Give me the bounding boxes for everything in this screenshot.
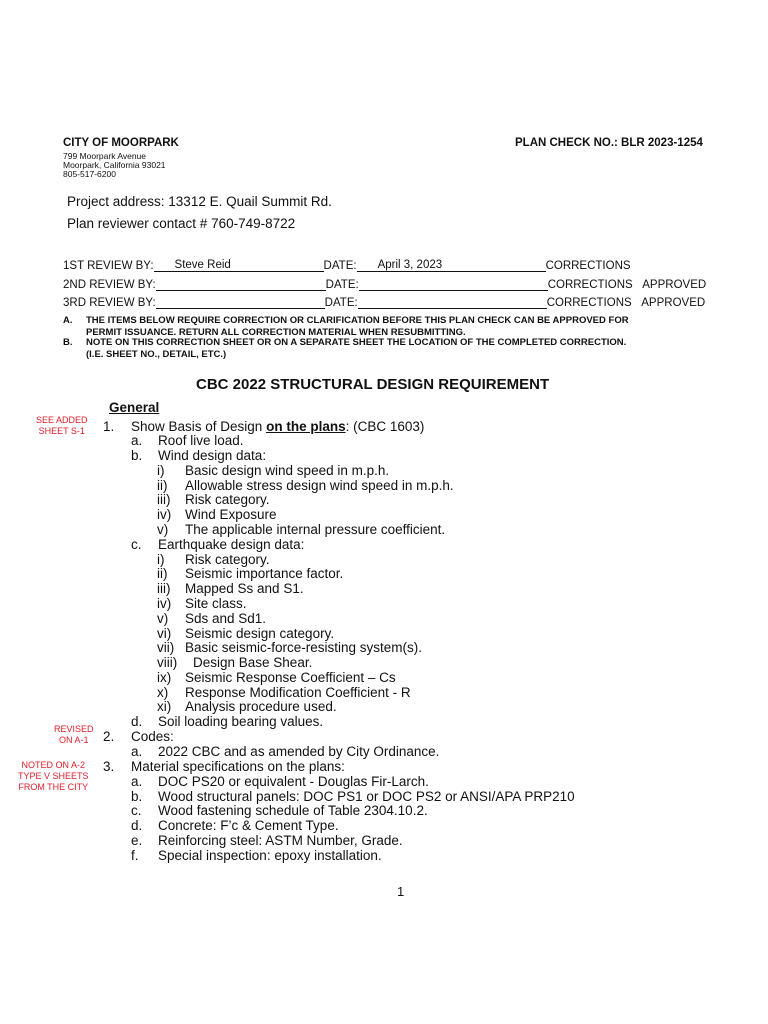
note-a bbox=[63, 315, 629, 338]
item-1c-key: c. bbox=[131, 537, 142, 552]
city-name: CITY OF MOORPARK bbox=[63, 137, 179, 149]
quake-text: Seismic design category. bbox=[185, 626, 335, 641]
wind-text: Wind Exposure bbox=[185, 507, 277, 522]
date-label: DATE: bbox=[324, 297, 358, 309]
item-1-number: 1. bbox=[103, 419, 115, 434]
quake-key: ii) bbox=[157, 566, 168, 581]
corrections-label: CORRECTIONS bbox=[547, 279, 633, 291]
quake-key: iii) bbox=[157, 581, 171, 596]
material-text: Wood structural panels: DOC PS1 or DOC PS2 or ANSI/APA PRP210 bbox=[158, 789, 575, 804]
item-1d-key: d. bbox=[131, 714, 143, 729]
note-text: (I.E. SHEET NO., DETAIL, ETC.) bbox=[86, 348, 227, 360]
review-label: 1ST REVIEW BY: bbox=[63, 260, 154, 272]
note-text: THE ITEMS BELOW REQUIRE CORRECTION OR CLARIFICATION BEFORE THIS PLAN CHECK CAN BE APPROVED FOR bbox=[86, 315, 629, 326]
quake-text: Design Base Shear. bbox=[193, 655, 313, 670]
quake-key: i) bbox=[157, 552, 165, 567]
note-text: PERMIT ISSUANCE. RETURN ALL CORRECTION MATERIAL WHEN RESUBMITTING. bbox=[86, 326, 466, 338]
quake-key: x) bbox=[157, 685, 169, 700]
item-2-text: Codes: bbox=[131, 729, 174, 744]
reviewer-contact: Plan reviewer contact # 760-749-8722 bbox=[67, 216, 296, 231]
plan-check-number: PLAN CHECK NO.: BLR 2023-1254 bbox=[515, 137, 703, 149]
city-citystate: Moorpark, California 93021 bbox=[63, 160, 166, 170]
material-key: f. bbox=[131, 848, 139, 863]
page-number: 1 bbox=[397, 884, 405, 899]
quake-key: iv) bbox=[157, 596, 172, 611]
quake-text: Mapped Ss and S1. bbox=[185, 581, 304, 596]
approved-label: APPROVED bbox=[641, 297, 706, 309]
note-key: A. bbox=[63, 315, 73, 326]
quake-text: Analysis procedure used. bbox=[185, 699, 337, 714]
review-row-2 bbox=[63, 277, 706, 291]
material-key: d. bbox=[131, 818, 143, 833]
quake-key: vi) bbox=[157, 626, 172, 641]
annotation-noted-a2: NOTED ON A-2 TYPE V SHEETS FROM THE CITY bbox=[18, 760, 89, 792]
wind-text: The applicable internal pressure coefficient. bbox=[185, 522, 446, 537]
city-street: 799 Moorpark Avenue bbox=[63, 151, 147, 161]
quake-key: ix) bbox=[157, 670, 172, 685]
item-2a-key: a. bbox=[131, 744, 143, 759]
wind-text: Risk category. bbox=[185, 492, 270, 507]
quake-text: Basic seismic-force-resisting system(s). bbox=[185, 640, 423, 655]
item-2-number: 2. bbox=[103, 729, 115, 744]
material-text: Special inspection: epoxy installation. bbox=[158, 848, 382, 863]
section-title: General bbox=[109, 400, 160, 415]
corrections-label: CORRECTIONS bbox=[546, 297, 632, 309]
material-text: DOC PS20 or equivalent - Douglas Fir-Larch. bbox=[158, 774, 429, 789]
wind-key: iii) bbox=[157, 492, 171, 507]
item-1d-text: Soil loading bearing values. bbox=[158, 714, 324, 729]
note-text: NOTE ON THIS CORRECTION SHEET OR ON A SEPARATE SHEET THE LOCATION OF THE COMPLETED CORRECTION. bbox=[86, 337, 627, 348]
material-text: Concrete: F’c & Cement Type. bbox=[158, 818, 339, 833]
material-key: e. bbox=[131, 833, 143, 848]
corrections-label: CORRECTIONS bbox=[545, 260, 631, 272]
quake-text: Response Modification Coefficient - R bbox=[185, 685, 411, 700]
review-label: 3RD REVIEW BY: bbox=[63, 297, 156, 309]
wind-text: Basic design wind speed in m.p.h. bbox=[185, 463, 390, 478]
review-row-1 bbox=[63, 258, 631, 272]
quake-text: Risk category. bbox=[185, 552, 270, 567]
annotation-revised-a1: REVISED ON A-1 bbox=[54, 724, 94, 745]
material-key: c. bbox=[131, 803, 142, 818]
review-date: April 3, 2023 bbox=[377, 259, 443, 271]
quake-key: vii) bbox=[157, 640, 175, 655]
material-text: Wood fastening schedule of Table 2304.10.2. bbox=[158, 803, 428, 818]
material-key: b. bbox=[131, 789, 143, 804]
item-1c-text: Earthquake design data: bbox=[158, 537, 305, 552]
quake-text: Seismic importance factor. bbox=[185, 566, 344, 581]
item-2a-text: 2022 CBC and as amended by City Ordinance. bbox=[158, 744, 440, 759]
wind-text: Allowable stress design wind speed in m.p.h. bbox=[185, 478, 454, 493]
wind-key: iv) bbox=[157, 507, 172, 522]
note-key: B. bbox=[63, 337, 73, 348]
item-1b-text: Wind design data: bbox=[158, 448, 267, 463]
reviewer-name: Steve Reid bbox=[174, 259, 231, 271]
wind-key: v) bbox=[157, 522, 169, 537]
quake-text: Sds and Sd1. bbox=[185, 611, 267, 626]
project-address: Project address: 13312 E. Quail Summit Rd. bbox=[67, 194, 332, 209]
date-label: DATE: bbox=[323, 260, 357, 272]
quake-text: Seismic Response Coefficient – Cs bbox=[185, 670, 396, 685]
wind-key: i) bbox=[157, 463, 165, 478]
item-1-text: Show Basis of Design on the plans: (CBC 1603) bbox=[131, 419, 425, 434]
city-phone: 805-517-6200 bbox=[63, 169, 116, 179]
approved-label: APPROVED bbox=[642, 279, 707, 291]
wind-key: ii) bbox=[157, 478, 168, 493]
note-b bbox=[63, 337, 626, 360]
annotation-sheet-s1: SEE ADDED SHEET S-1 bbox=[36, 415, 88, 436]
quake-key: viii) bbox=[157, 655, 178, 670]
quake-text: Site class. bbox=[185, 596, 247, 611]
item-1b-key: b. bbox=[131, 448, 143, 463]
item-1a-key: a. bbox=[131, 433, 143, 448]
quake-key: xi) bbox=[157, 699, 172, 714]
material-key: a. bbox=[131, 774, 143, 789]
date-label: DATE: bbox=[325, 279, 359, 291]
review-label: 2ND REVIEW BY: bbox=[63, 279, 156, 291]
material-text: Reinforcing steel: ASTM Number, Grade. bbox=[158, 833, 403, 848]
item-1a-text: Roof live load. bbox=[158, 433, 244, 448]
item-3-text: Material specifications on the plans: bbox=[131, 759, 345, 774]
item-3-number: 3. bbox=[103, 759, 115, 774]
review-row-3 bbox=[63, 295, 705, 309]
page-heading: CBC 2022 STRUCTURAL DESIGN REQUIREMENT bbox=[196, 376, 550, 393]
quake-key: v) bbox=[157, 611, 169, 626]
